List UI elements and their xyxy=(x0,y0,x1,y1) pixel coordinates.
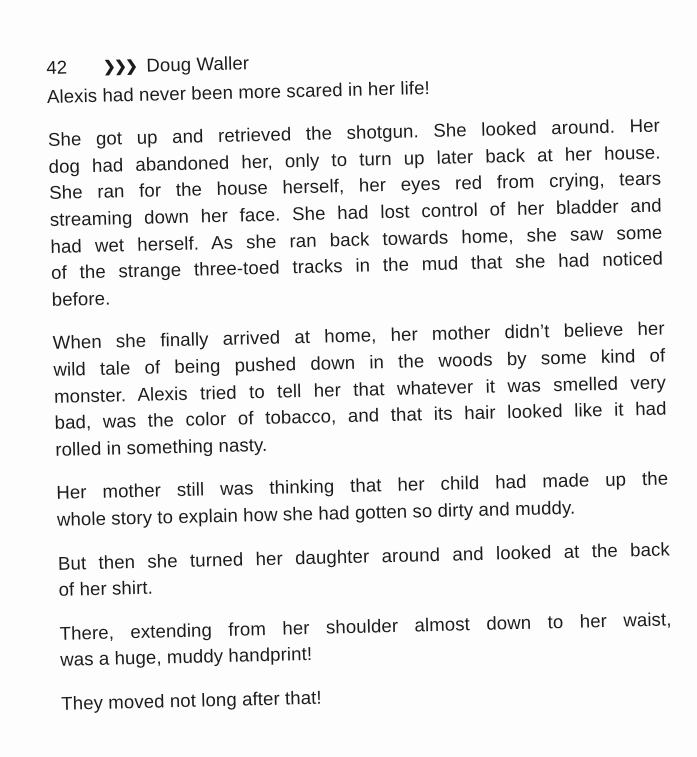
paragraph xyxy=(58,536,671,604)
text-line: rolled in something nasty. xyxy=(55,433,268,460)
page-content xyxy=(46,41,673,718)
text-line: monster. Alexis tried to tell her that whatever it was smelled very xyxy=(53,371,667,407)
text-line: was a huge, muddy handprint! xyxy=(60,643,313,671)
paragraph xyxy=(61,676,673,717)
text-line: before. xyxy=(51,287,111,310)
text-line: She ran for the house herself, her eyes red from crying, tears xyxy=(49,167,662,204)
paragraph xyxy=(48,113,664,314)
text-line: of her shirt. xyxy=(58,576,154,600)
text-line: dog had abandoned her, only to turn up later back at her house. xyxy=(48,141,661,177)
chevrons-icon: ❯❯❯ xyxy=(102,57,137,76)
text-line: wild tale of being pushed down in the woods by some kind of xyxy=(53,344,666,380)
paragraph xyxy=(59,606,672,674)
text-line: There, extending from her shoulder almost down to her waist, xyxy=(59,608,672,644)
text-line: had wet herself. As she ran back towards home, she saw some xyxy=(50,221,663,257)
paragraph xyxy=(56,466,669,534)
text-line: When she finally arrived at home, her mother didn’t believe her xyxy=(52,317,665,354)
text-line: streaming down her face. She had lost control of her bladder and xyxy=(49,194,662,230)
text-line: whole story to explain how she had gotten so dirty and muddy. xyxy=(56,496,576,530)
page-number: 42 xyxy=(46,56,68,78)
text-line: But then she turned her daughter around and looked at the back xyxy=(57,537,671,574)
text-line: She got up and retrieved the shotgun. She looked around. Her xyxy=(47,114,661,151)
body-text xyxy=(47,69,674,717)
text-line: Alexis had never been more scared in her life! xyxy=(46,76,430,107)
author-name: Doug Waller xyxy=(146,52,250,76)
text-line: bad, was the color of tobacco, and that its hair looked like it had xyxy=(54,397,667,434)
paragraph xyxy=(52,316,667,463)
text-line: of the strange three-toed tracks in the mud that she had noticed xyxy=(50,247,664,284)
text-line: Her mother still was thinking that her child had made up the xyxy=(56,467,669,504)
text-line: They moved not long after that! xyxy=(61,686,322,714)
